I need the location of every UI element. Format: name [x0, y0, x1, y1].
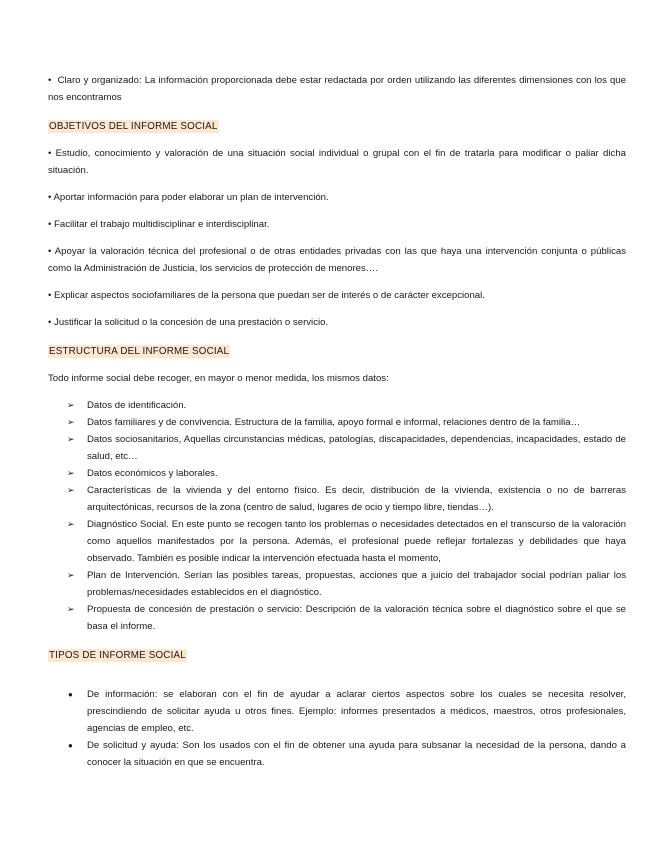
- arrow-icon: ➢: [67, 400, 75, 410]
- list-item: [48, 567, 626, 601]
- list-item-text: Propuesta de concesión de prestación o servicio: Descripción de la valoración técnica sobre el diagnóstico sobre el que se basa el informe.: [87, 604, 626, 632]
- list-item-text: Datos sociosanitarios, Aquellas circunstancias médicas, patologías, discapacidades, dependencias, incapacidades, estado de salud, etc…: [87, 434, 626, 462]
- objetivo-item: • Justificar la solicitud o la concesión de una prestación o servicio.: [48, 317, 329, 328]
- list-item-text: Datos de identificación.: [87, 400, 187, 411]
- bullet-icon: ●: [68, 741, 73, 750]
- list-item: [48, 737, 626, 771]
- list-item-text: De información: se elaboran con el fin de ayudar a aclarar ciertos aspectos sobre los cuales se necesita resolver, prescindiendo de solicitar ayuda u otros fines. Ejemplo: informes presentados a médicos, maestros, otros profesionales, agencias de empleo, etc.: [87, 689, 626, 734]
- list-item: [48, 516, 626, 567]
- arrow-icon: ➢: [67, 434, 75, 444]
- estructura-list: [48, 397, 626, 635]
- arrow-icon: ➢: [67, 468, 75, 478]
- list-item: [48, 414, 626, 431]
- objetivo-item: • Estudio, conocimiento y valoración de una situación social individual o grupal con el fin de tratarla para modificar o paliar dicha situación.: [48, 148, 626, 176]
- document-page: [48, 72, 626, 771]
- arrow-icon: ➢: [67, 485, 75, 495]
- list-item: [48, 686, 626, 737]
- list-item-text: Datos familiares y de convivencia. Estructura de la familia, apoyo formal e informal, relaciones dentro de la familia…: [87, 417, 581, 428]
- tipos-list: [48, 686, 626, 771]
- arrow-icon: ➢: [67, 519, 75, 529]
- estructura-intro: Todo informe social debe recoger, en mayor o menor medida, los mismos datos:: [48, 373, 389, 384]
- heading-estructura: ESTRUCTURA DEL INFORME SOCIAL: [49, 346, 230, 357]
- objetivo-item: • Facilitar el trabajo multidisciplinar e interdisciplinar.: [48, 219, 270, 230]
- list-item-text: De solicitud y ayuda: Son los usados con el fin de obtener una ayuda para subsanar la necesidad de la persona, dando a conocer la situación en que se encuentra.: [87, 740, 626, 768]
- intro-text: Claro y organizado: La información proporcionada debe estar redactada por orden utilizando las diferentes dimensiones con los que nos encontramos: [48, 75, 626, 103]
- heading-tipos: TIPOS DE INFORME SOCIAL: [49, 650, 186, 661]
- arrow-icon: ➢: [67, 604, 75, 614]
- list-item-text: Características de la vivienda y del entorno físico. Es decir, distribución de la vivienda, existencia o no de barreras arquitectónicas, recursos de la zona (centro de salud, lugares de ocio y tiempo libre, tiendas…).: [87, 485, 626, 513]
- intro-bullet: •: [48, 75, 52, 86]
- objetivo-item: • Explicar aspectos sociofamiliares de la persona que puedan ser de interés o de carácter excepcional.: [48, 290, 485, 301]
- heading-objetivos: OBJETIVOS DEL INFORME SOCIAL: [49, 121, 218, 132]
- objetivo-item: • Aportar información para poder elaborar un plan de intervención.: [48, 192, 329, 203]
- list-item: [48, 601, 626, 635]
- arrow-icon: ➢: [67, 570, 75, 580]
- list-item: [48, 465, 626, 482]
- list-item-text: Plan de Intervención. Serían las posibles tareas, propuestas, acciones que a juicio del trabajador social podrían paliar los problemas/necesidades establecidos en el diagnóstico.: [87, 570, 626, 598]
- intro-paragraph: [48, 72, 626, 106]
- objetivo-item: • Apoyar la valoración técnica del profesional o de otras entidades privadas con las que haya una intervención conjunta o públicas como la Administración de Justicia, los servicios de protección de menores….: [48, 246, 626, 274]
- bullet-icon: ●: [68, 690, 73, 699]
- list-item-text: Diagnóstico Social. En este punto se recogen tanto los problemas o necesidades detectados en el transcurso de la valoración como aquellos manifestados por la persona. Además, el profesional puede reflejar fortalezas y debilidades que haya observado. También es posible indicar la intervención efectuada hasta el momento,: [87, 519, 626, 564]
- arrow-icon: ➢: [67, 417, 75, 427]
- list-item: [48, 397, 626, 414]
- list-item: [48, 482, 626, 516]
- list-item-text: Datos económicos y laborales.: [87, 468, 218, 479]
- list-item: [48, 431, 626, 465]
